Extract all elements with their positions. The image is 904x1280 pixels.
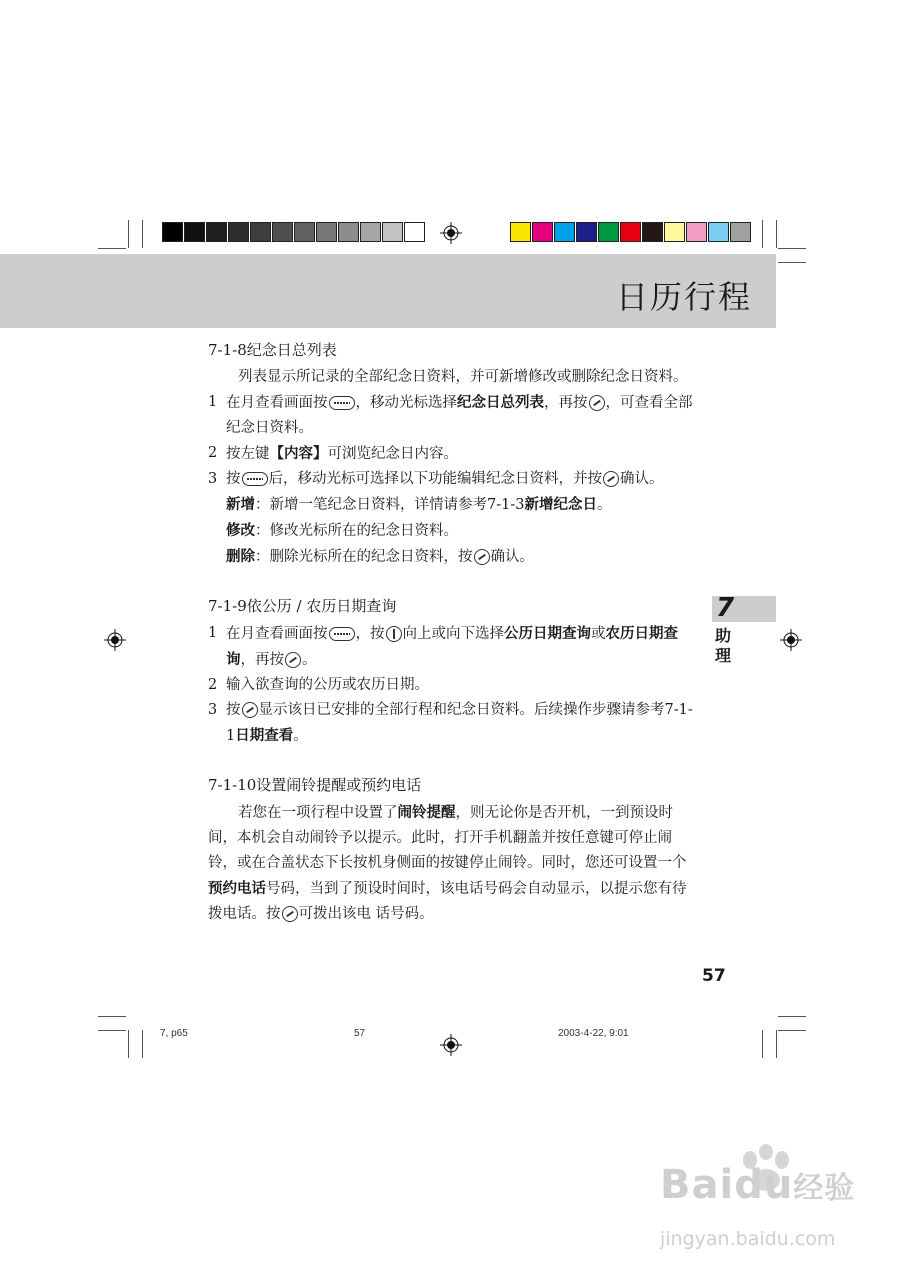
crop-mark bbox=[778, 1016, 806, 1017]
chapter-number: 7 bbox=[716, 593, 735, 623]
text-run: 。 bbox=[302, 652, 317, 668]
list-item bbox=[208, 621, 698, 673]
process-swatch bbox=[686, 222, 707, 242]
gray-swatch bbox=[272, 222, 293, 242]
text-run: 按 bbox=[226, 471, 241, 487]
ok-key-icon bbox=[603, 471, 619, 487]
text-run: 按左键 bbox=[226, 446, 270, 462]
text-run: ：删除光标所在的纪念日资料，按 bbox=[255, 549, 473, 565]
text-run: 后，移动光标可选择以下功能编辑纪念日资料，并按 bbox=[268, 471, 602, 487]
menu-key-icon bbox=[242, 472, 268, 486]
text-run: 确认。 bbox=[490, 549, 534, 565]
text-run: 号码，当到了预设时间时，该电话号码会自动显示，以提示您有待拨电话。按 bbox=[208, 881, 687, 922]
item-number: 2 bbox=[208, 445, 218, 461]
section-title: 7-1-10设置闹铃提醒或预约电话 bbox=[208, 776, 422, 794]
menu-key-icon bbox=[329, 396, 355, 410]
registration-mark-icon bbox=[780, 629, 802, 651]
process-swatch bbox=[554, 222, 575, 242]
sub-item bbox=[208, 518, 698, 544]
process-swatch bbox=[620, 222, 641, 242]
bold-term: 农历日期查询 bbox=[226, 625, 678, 668]
gray-swatch bbox=[162, 222, 183, 242]
page-number: 57 bbox=[702, 966, 726, 986]
crop-mark bbox=[762, 220, 763, 248]
process-swatch bbox=[576, 222, 597, 242]
gray-swatch bbox=[404, 222, 425, 242]
crop-mark bbox=[778, 262, 806, 263]
text-run: 或 bbox=[591, 626, 606, 642]
list-item bbox=[208, 467, 698, 492]
bold-term: 【内容】 bbox=[269, 445, 328, 462]
text-run: 确认。 bbox=[620, 471, 664, 487]
text-run: 若您在一项行程中设置了 bbox=[238, 805, 398, 821]
text-run: ：新增一笔纪念日资料，详情请参考7-1-3 bbox=[255, 497, 525, 513]
sub-item bbox=[208, 492, 698, 518]
gray-swatch bbox=[250, 222, 271, 242]
bold-term: 公历日期查询 bbox=[504, 625, 591, 642]
gray-swatch bbox=[360, 222, 381, 242]
gray-swatch bbox=[382, 222, 403, 242]
chapter-name: 助理 bbox=[715, 626, 732, 665]
process-swatch bbox=[708, 222, 729, 242]
gray-swatch bbox=[294, 222, 315, 242]
item-number: 2 bbox=[208, 677, 218, 693]
item-text bbox=[226, 698, 698, 749]
nav-key-icon bbox=[386, 626, 402, 642]
text-run: ，则无论你是否开机，一到预设时间，本机会自动闹铃予以提示。此时，打开手机翻盖并按任意键可停止闹铃，或在合盖状态下长按机身侧面的按键停止闹铃。同时，您还可设置一个 bbox=[208, 805, 687, 871]
text-run: 可拨出该电 话号码。 bbox=[298, 906, 434, 922]
text-run: ，再按 bbox=[240, 652, 284, 668]
text-run: 显示该日已安排的全部行程和纪念日资料。后续操作步骤请参考7-1-1 bbox=[226, 702, 693, 744]
paragraph bbox=[208, 800, 698, 927]
crop-mark bbox=[762, 1030, 763, 1058]
section-title: 7-1-9依公历 / 农历日期查询 bbox=[208, 597, 397, 615]
text-run: ，移动光标选择 bbox=[355, 395, 457, 411]
process-swatch bbox=[664, 222, 685, 242]
process-color-bar bbox=[510, 222, 752, 242]
gray-swatch bbox=[184, 222, 205, 242]
brand-part: du bbox=[734, 1162, 794, 1208]
page-content bbox=[208, 338, 698, 927]
item-text: 输入欲查询的公历或农历日期。 bbox=[226, 677, 429, 693]
item-number: 3 bbox=[208, 471, 218, 487]
process-swatch bbox=[532, 222, 553, 242]
ok-key-icon bbox=[474, 549, 490, 565]
bold-term: 纪念日总列表 bbox=[457, 394, 544, 411]
gray-swatch bbox=[206, 222, 227, 242]
crop-mark bbox=[142, 220, 143, 248]
watermark bbox=[660, 1150, 860, 1270]
header-band bbox=[0, 254, 776, 328]
ok-key-icon bbox=[242, 702, 258, 718]
crop-mark bbox=[776, 1030, 777, 1058]
process-swatch bbox=[730, 222, 751, 242]
registration-mark-icon bbox=[440, 222, 462, 244]
ok-key-icon bbox=[285, 652, 301, 668]
text-run: ，再按 bbox=[544, 395, 588, 411]
text-run: 可浏览纪念日内容。 bbox=[327, 446, 458, 462]
ok-key-icon bbox=[282, 906, 298, 922]
bold-term: 预约电话 bbox=[208, 880, 266, 897]
text-run: ，按 bbox=[355, 626, 385, 642]
brand-part: Bai bbox=[660, 1162, 735, 1208]
bold-term: 修改 bbox=[226, 522, 255, 539]
process-swatch bbox=[642, 222, 663, 242]
process-swatch bbox=[598, 222, 619, 242]
footer-page: 57 bbox=[354, 1028, 366, 1039]
registration-mark-icon bbox=[104, 629, 126, 651]
crop-mark bbox=[128, 220, 129, 248]
gray-swatch bbox=[338, 222, 359, 242]
crop-mark bbox=[128, 1030, 129, 1058]
bold-term: 闹铃提醒 bbox=[397, 804, 456, 821]
item-text bbox=[226, 467, 698, 492]
bold-term: 删除 bbox=[226, 548, 255, 565]
crop-mark bbox=[142, 1030, 143, 1058]
text-run: 。 bbox=[293, 728, 308, 744]
gray-color-bar bbox=[162, 222, 426, 242]
item-number: 3 bbox=[208, 702, 218, 718]
brand-part: 经验 bbox=[793, 1171, 856, 1206]
list-item bbox=[208, 390, 698, 441]
crop-mark bbox=[776, 220, 777, 248]
text-run: 在月查看画面按 bbox=[226, 626, 328, 642]
list-item bbox=[208, 441, 698, 467]
ok-key-icon bbox=[589, 395, 605, 411]
crop-mark bbox=[778, 248, 806, 249]
list-item bbox=[208, 698, 698, 749]
item-text bbox=[226, 621, 698, 673]
bold-term: 日期查看 bbox=[235, 727, 294, 744]
chapter-tab bbox=[712, 593, 776, 623]
watermark-brand bbox=[660, 1162, 855, 1208]
paragraph: 列表显示所记录的全部纪念日资料，并可新增修改或删除纪念日资料。 bbox=[238, 369, 688, 385]
page-title: 日历行程 bbox=[615, 278, 752, 316]
crop-mark bbox=[778, 1030, 806, 1031]
item-text bbox=[226, 441, 698, 467]
text-run: 按 bbox=[226, 702, 241, 718]
list-item bbox=[208, 673, 698, 698]
section-title: 7-1-8纪念日总列表 bbox=[208, 341, 337, 359]
footer-file: 7, p65 bbox=[160, 1028, 188, 1039]
text-run: 向上或向下选择 bbox=[402, 626, 504, 642]
item-text bbox=[226, 390, 698, 441]
gray-swatch bbox=[228, 222, 249, 242]
bold-term: 新增纪念日 bbox=[524, 496, 597, 513]
crop-mark bbox=[98, 1016, 126, 1017]
crop-mark bbox=[98, 1030, 126, 1031]
footer-datetime: 2003-4-22, 9:01 bbox=[558, 1028, 629, 1039]
item-number: 1 bbox=[208, 394, 218, 410]
bold-term: 新增 bbox=[226, 496, 255, 513]
sub-item bbox=[208, 544, 698, 570]
menu-key-icon bbox=[329, 627, 355, 641]
text-run: 。 bbox=[596, 497, 612, 513]
gray-swatch bbox=[316, 222, 337, 242]
text-run: 在月查看画面按 bbox=[226, 395, 328, 411]
registration-mark-icon bbox=[440, 1034, 462, 1056]
item-number: 1 bbox=[208, 625, 218, 641]
text-run: ，可查看全部纪念日资料。 bbox=[226, 395, 693, 436]
text-run: ：修改光标所在的纪念日资料。 bbox=[255, 523, 458, 539]
watermark-url: jingyan.baidu.com bbox=[660, 1228, 836, 1250]
process-swatch bbox=[510, 222, 531, 242]
crop-mark bbox=[98, 248, 126, 249]
